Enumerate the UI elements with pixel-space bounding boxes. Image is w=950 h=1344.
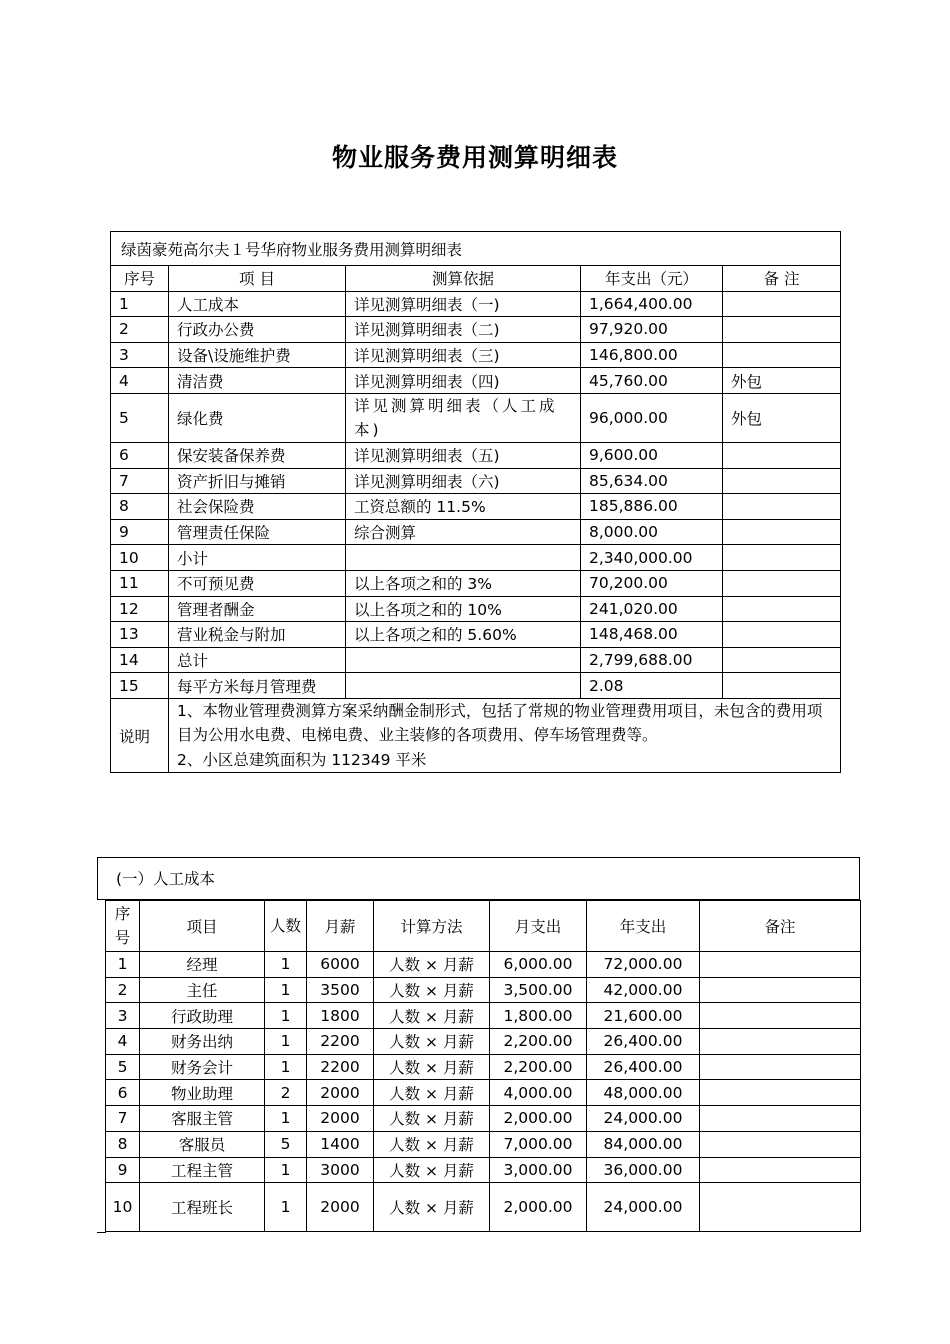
- row-method: 人数 × 月薪: [374, 1003, 490, 1029]
- row-count: 1: [265, 1183, 307, 1232]
- row-basis: 详见测算明细表（二): [346, 317, 581, 343]
- table-row: [111, 368, 841, 394]
- row-annual: 2,799,688.00: [581, 647, 723, 673]
- header-cell: 测算依据: [346, 266, 581, 292]
- row-note: [723, 647, 841, 673]
- row-item: 小计: [169, 545, 346, 571]
- row-number: 5: [106, 1054, 140, 1080]
- header-cell: 年支出: [587, 901, 700, 952]
- row-annual: 26,400.00: [587, 1029, 700, 1055]
- table-row: [106, 1157, 861, 1183]
- row-annual: 21,600.00: [587, 1003, 700, 1029]
- row-number: 3: [106, 1003, 140, 1029]
- explanation-line: 1、本物业管理费测算方案采纳酬金制形式，包括了常规的物业管理费用项目，未包含的费用项目为公用水电费、电梯电费、业主装修的各项费用、停车场管理费等。: [177, 701, 823, 745]
- row-salary: 1800: [307, 1003, 374, 1029]
- row-basis: 详见测算明细表（三): [346, 342, 581, 368]
- table-row: [111, 570, 841, 596]
- header-cell: 人数: [265, 901, 307, 952]
- row-note: [700, 977, 861, 1003]
- table-edge-line: [97, 1232, 106, 1233]
- row-item: 财务会计: [140, 1054, 265, 1080]
- table-row: [111, 596, 841, 622]
- row-item: 每平方米每月管理费: [169, 673, 346, 699]
- row-item: 经理: [140, 952, 265, 978]
- row-item: 保安装备保养费: [169, 442, 346, 468]
- header-cell: 项目: [140, 901, 265, 952]
- summary-table: [110, 231, 841, 773]
- row-item: 资产折旧与摊销: [169, 468, 346, 494]
- row-monthly: 2,000.00: [490, 1106, 587, 1132]
- table-row: [111, 622, 841, 648]
- row-item: 绿化费: [169, 393, 346, 442]
- table-row: [111, 342, 841, 368]
- row-basis: [346, 545, 581, 571]
- row-basis: 详见测算明细表（五): [346, 442, 581, 468]
- table-row: [111, 393, 841, 442]
- row-item: 设备\设施维护费: [169, 342, 346, 368]
- row-number: 5: [111, 393, 169, 442]
- row-salary: 3500: [307, 977, 374, 1003]
- row-salary: 6000: [307, 952, 374, 978]
- table-row: [106, 1183, 861, 1232]
- row-salary: 2000: [307, 1106, 374, 1132]
- row-annual: 2.08: [581, 673, 723, 699]
- row-note: [723, 442, 841, 468]
- row-item: 不可预见费: [169, 570, 346, 596]
- row-count: 1: [265, 1157, 307, 1183]
- row-note: [700, 1131, 861, 1157]
- row-note: [723, 494, 841, 520]
- row-note: [700, 1157, 861, 1183]
- row-item: 社会保险费: [169, 494, 346, 520]
- row-annual: 72,000.00: [587, 952, 700, 978]
- table-row: [111, 291, 841, 317]
- table-row: [111, 442, 841, 468]
- row-annual: 84,000.00: [587, 1131, 700, 1157]
- row-note: 外包: [723, 393, 841, 442]
- row-note: [723, 291, 841, 317]
- page-title: 物业服务费用测算明细表: [331, 143, 618, 172]
- row-count: 1: [265, 1106, 307, 1132]
- row-note: [700, 1106, 861, 1132]
- row-item: 行政办公费: [169, 317, 346, 343]
- row-item: 管理者酬金: [169, 596, 346, 622]
- row-basis: [346, 647, 581, 673]
- explanation-line: 2、小区总建筑面积为 112349 平米: [177, 750, 427, 769]
- row-basis: 综合测算: [346, 519, 581, 545]
- row-item: 财务出纳: [140, 1029, 265, 1055]
- row-number: 8: [111, 494, 169, 520]
- row-item: 工程主管: [140, 1157, 265, 1183]
- row-method: 人数 × 月薪: [374, 1183, 490, 1232]
- row-item: 主任: [140, 977, 265, 1003]
- explanation-text: [169, 698, 841, 773]
- row-basis: 以上各项之和的 3%: [346, 570, 581, 596]
- summary-caption: 绿茵豪苑高尔夫１号华府物业服务费用测算明细表: [111, 232, 841, 266]
- row-number: 7: [106, 1106, 140, 1132]
- row-number: 3: [111, 342, 169, 368]
- row-method: 人数 × 月薪: [374, 1080, 490, 1106]
- row-count: 1: [265, 1029, 307, 1055]
- row-basis: 工资总额的 11.5%: [346, 494, 581, 520]
- row-note: [723, 519, 841, 545]
- row-item: 客服主管: [140, 1106, 265, 1132]
- row-item: 营业税金与附加: [169, 622, 346, 648]
- row-salary: 2000: [307, 1080, 374, 1106]
- row-item: 客服员: [140, 1131, 265, 1157]
- row-basis: 详见测算明细表（一): [346, 291, 581, 317]
- row-count: 2: [265, 1080, 307, 1106]
- row-item: 管理责任保险: [169, 519, 346, 545]
- table-row: [111, 468, 841, 494]
- row-basis: [346, 673, 581, 699]
- table-row: [106, 1106, 861, 1132]
- row-item: 总计: [169, 647, 346, 673]
- row-annual: 2,340,000.00: [581, 545, 723, 571]
- table-row: [106, 977, 861, 1003]
- table-row: [106, 1029, 861, 1055]
- row-annual: 26,400.00: [587, 1054, 700, 1080]
- summary-header-row: [111, 266, 841, 292]
- row-note: [700, 1054, 861, 1080]
- row-number: 6: [106, 1080, 140, 1106]
- row-note: [700, 1080, 861, 1106]
- row-note: [700, 1183, 861, 1232]
- header-cell: 月薪: [307, 901, 374, 952]
- table-row: [111, 647, 841, 673]
- header-cell: 计算方法: [374, 901, 490, 952]
- row-annual: 48,000.00: [587, 1080, 700, 1106]
- row-basis: 以上各项之和的 5.60%: [346, 622, 581, 648]
- row-monthly: 2,200.00: [490, 1029, 587, 1055]
- header-cell: 备注: [700, 901, 861, 952]
- row-number: 14: [111, 647, 169, 673]
- row-salary: 1400: [307, 1131, 374, 1157]
- row-note: [700, 1003, 861, 1029]
- row-annual: 85,634.00: [581, 468, 723, 494]
- row-count: 1: [265, 1054, 307, 1080]
- row-note: [723, 673, 841, 699]
- row-number: 10: [111, 545, 169, 571]
- row-note: [723, 545, 841, 571]
- row-annual: 241,020.00: [581, 596, 723, 622]
- row-number: 4: [111, 368, 169, 394]
- table-row: [111, 494, 841, 520]
- row-monthly: 3,500.00: [490, 977, 587, 1003]
- row-salary: 2200: [307, 1054, 374, 1080]
- explanation-label: 说明: [111, 698, 169, 773]
- labor-header-row: [106, 901, 861, 952]
- header-cell: 项 目: [169, 266, 346, 292]
- row-basis: 详见测算明细表（六): [346, 468, 581, 494]
- row-number: 15: [111, 673, 169, 699]
- row-annual: 24,000.00: [587, 1106, 700, 1132]
- row-method: 人数 × 月薪: [374, 1054, 490, 1080]
- row-monthly: 2,200.00: [490, 1054, 587, 1080]
- row-number: 2: [106, 977, 140, 1003]
- row-number: 7: [111, 468, 169, 494]
- table-row: [111, 673, 841, 699]
- row-number: 6: [111, 442, 169, 468]
- table-row: [111, 519, 841, 545]
- row-number: 2: [111, 317, 169, 343]
- row-monthly: 7,000.00: [490, 1131, 587, 1157]
- row-number: 10: [106, 1183, 140, 1232]
- row-note: [700, 1029, 861, 1055]
- row-annual: 96,000.00: [581, 393, 723, 442]
- row-monthly: 3,000.00: [490, 1157, 587, 1183]
- table-row: [111, 545, 841, 571]
- row-note: [700, 952, 861, 978]
- row-basis: 详见测算明细表（四): [346, 368, 581, 394]
- row-count: 1: [265, 1003, 307, 1029]
- explanation-row: [111, 698, 841, 773]
- row-count: 1: [265, 977, 307, 1003]
- header-cell: 年支出（元）: [581, 266, 723, 292]
- row-method: 人数 × 月薪: [374, 952, 490, 978]
- row-basis: 详见测算明细表（人工成本): [346, 393, 581, 442]
- row-annual: 97,920.00: [581, 317, 723, 343]
- row-annual: 185,886.00: [581, 494, 723, 520]
- labor-table: [105, 900, 861, 1232]
- row-monthly: 6,000.00: [490, 952, 587, 978]
- row-item: 工程班长: [140, 1183, 265, 1232]
- row-note: [723, 570, 841, 596]
- row-annual: 148,468.00: [581, 622, 723, 648]
- row-number: 1: [111, 291, 169, 317]
- row-salary: 3000: [307, 1157, 374, 1183]
- row-basis: 以上各项之和的 10%: [346, 596, 581, 622]
- row-annual: 9,600.00: [581, 442, 723, 468]
- row-salary: 2200: [307, 1029, 374, 1055]
- row-annual: 45,760.00: [581, 368, 723, 394]
- row-note: [723, 317, 841, 343]
- row-annual: 42,000.00: [587, 977, 700, 1003]
- row-annual: 36,000.00: [587, 1157, 700, 1183]
- row-annual: 146,800.00: [581, 342, 723, 368]
- row-number: 8: [106, 1131, 140, 1157]
- header-cell: 序号: [106, 901, 140, 952]
- table-row: [106, 1003, 861, 1029]
- row-count: 1: [265, 952, 307, 978]
- row-annual: 70,200.00: [581, 570, 723, 596]
- row-number: 4: [106, 1029, 140, 1055]
- row-monthly: 1,800.00: [490, 1003, 587, 1029]
- header-cell: 月支出: [490, 901, 587, 952]
- row-number: 13: [111, 622, 169, 648]
- row-number: 9: [106, 1157, 140, 1183]
- header-cell: 备 注: [723, 266, 841, 292]
- row-annual: 8,000.00: [581, 519, 723, 545]
- row-annual: 1,664,400.00: [581, 291, 723, 317]
- labor-caption: (一）人工成本: [97, 857, 860, 900]
- row-count: 5: [265, 1131, 307, 1157]
- row-note: [723, 622, 841, 648]
- header-cell: 序号: [111, 266, 169, 292]
- row-method: 人数 × 月薪: [374, 1106, 490, 1132]
- table-row: [106, 952, 861, 978]
- row-monthly: 2,000.00: [490, 1183, 587, 1232]
- row-note: [723, 596, 841, 622]
- row-method: 人数 × 月薪: [374, 1157, 490, 1183]
- table-row: [106, 1080, 861, 1106]
- row-method: 人数 × 月薪: [374, 977, 490, 1003]
- row-item: 行政助理: [140, 1003, 265, 1029]
- table-row: [111, 317, 841, 343]
- row-note: 外包: [723, 368, 841, 394]
- row-monthly: 4,000.00: [490, 1080, 587, 1106]
- row-item: 物业助理: [140, 1080, 265, 1106]
- row-number: 9: [111, 519, 169, 545]
- row-number: 1: [106, 952, 140, 978]
- row-number: 11: [111, 570, 169, 596]
- row-number: 12: [111, 596, 169, 622]
- row-item: 清洁费: [169, 368, 346, 394]
- row-salary: 2000: [307, 1183, 374, 1232]
- row-note: [723, 342, 841, 368]
- row-annual: 24,000.00: [587, 1183, 700, 1232]
- row-item: 人工成本: [169, 291, 346, 317]
- row-method: 人数 × 月薪: [374, 1131, 490, 1157]
- table-row: [106, 1131, 861, 1157]
- table-row: [106, 1054, 861, 1080]
- row-method: 人数 × 月薪: [374, 1029, 490, 1055]
- row-note: [723, 468, 841, 494]
